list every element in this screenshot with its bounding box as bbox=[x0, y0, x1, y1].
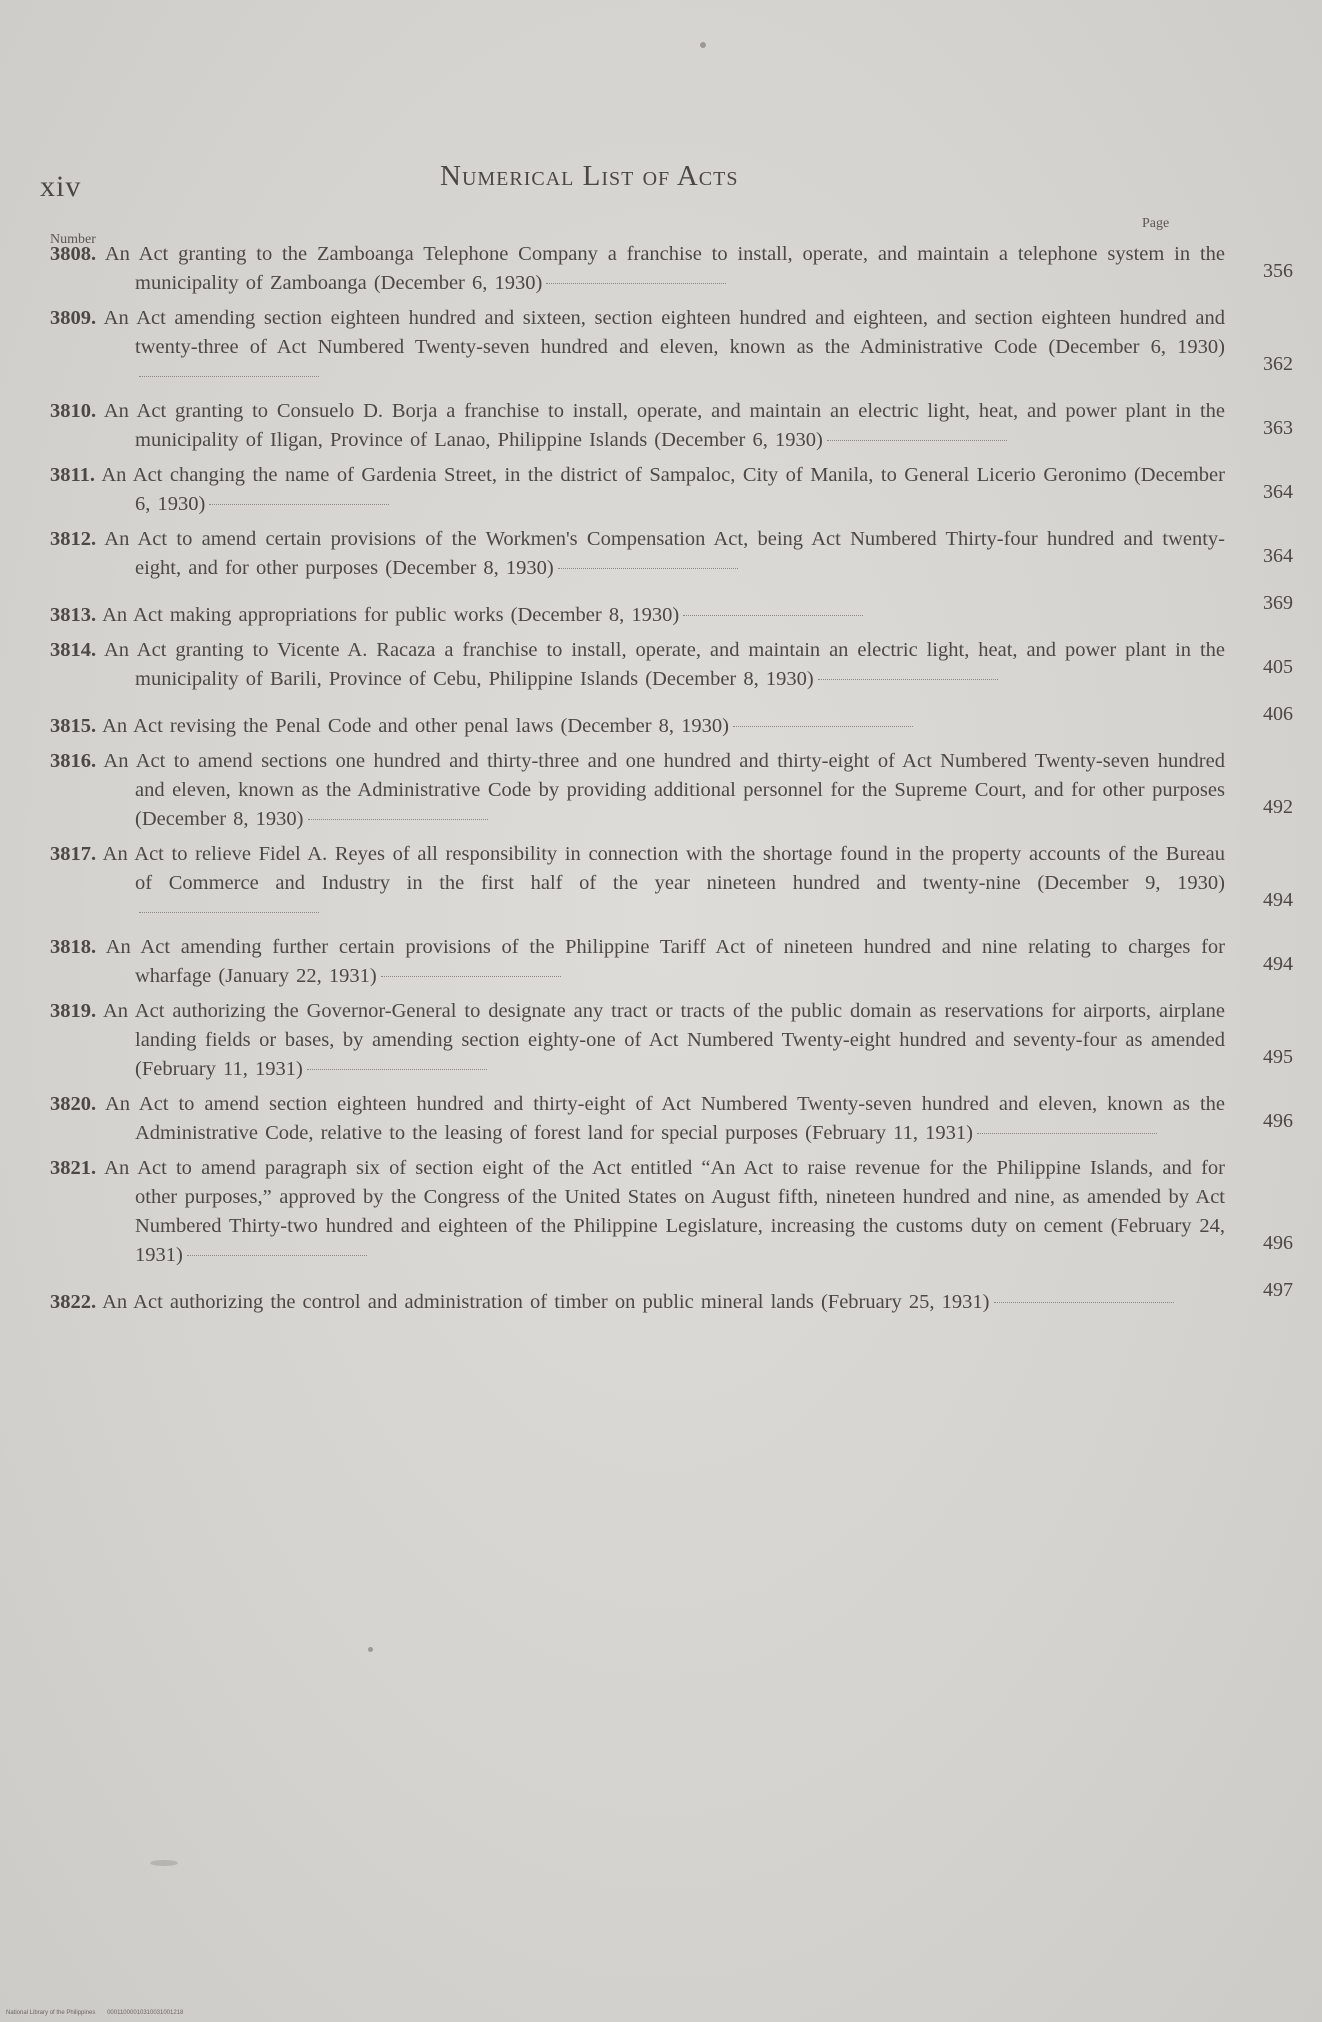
act-page-number: 364 bbox=[1263, 545, 1293, 567]
act-page-number: 364 bbox=[1263, 481, 1293, 503]
act-page-number: 494 bbox=[1263, 953, 1293, 975]
act-entry bbox=[50, 747, 1293, 834]
page-column-heading: Page bbox=[1142, 216, 1170, 231]
act-number: 3808. bbox=[50, 243, 97, 265]
act-page-number: 362 bbox=[1263, 353, 1293, 375]
dot-leader bbox=[187, 1255, 367, 1256]
scan-speck bbox=[700, 42, 706, 48]
act-number: 3816. bbox=[50, 750, 97, 772]
act-page-number: 492 bbox=[1263, 796, 1293, 818]
act-page-number: 497 bbox=[1263, 1279, 1293, 1301]
act-entry-body bbox=[50, 397, 1225, 455]
act-entry-body bbox=[50, 1288, 1225, 1317]
act-entry-body bbox=[50, 461, 1225, 519]
act-entry-body bbox=[50, 712, 1225, 741]
act-entry-body bbox=[50, 1154, 1225, 1270]
dot-leader bbox=[308, 819, 488, 820]
act-entry bbox=[50, 840, 1293, 927]
act-entry-body bbox=[50, 636, 1225, 694]
page-folio: xiv bbox=[40, 170, 82, 203]
act-number: 3812. bbox=[50, 528, 97, 550]
act-page-number: 363 bbox=[1263, 417, 1293, 439]
dot-leader bbox=[827, 440, 1007, 441]
act-number: 3815. bbox=[50, 715, 97, 737]
act-number: 3818. bbox=[50, 936, 97, 958]
act-entry bbox=[50, 240, 1293, 298]
number-column-heading: Number bbox=[50, 232, 96, 247]
act-entry-body bbox=[50, 1090, 1225, 1148]
act-entry bbox=[50, 304, 1293, 391]
act-entry bbox=[50, 525, 1293, 583]
scan-speck bbox=[368, 1647, 373, 1652]
act-title: An Act to amend paragraph six of section eight of the Act entitled “An Act to raise revenue for the Philippine Islands, and for other purposes,” approved by the Congress of the United States on August fifth, nineteen hundred and nine, as amended by Act Numbered Thirty-two hundred and eighteen of the Philippine Legislature, increasing the customs duty on cement (February 24, 1931) bbox=[104, 1157, 1225, 1266]
scan-speck bbox=[150, 1860, 178, 1866]
act-entry bbox=[50, 397, 1293, 455]
act-title: An Act amending section eighteen hundred and sixteen, section eighteen hundred and eighteen, and section eighteen hundred and twenty-three of Act Numbered Twenty-seven hundred and eleven, known as the Administrative Code (December 6, 1930) bbox=[103, 307, 1225, 358]
act-number: 3822. bbox=[50, 1291, 97, 1313]
act-title: An Act making appropriations for public works (December 8, 1930) bbox=[102, 604, 680, 626]
dot-leader bbox=[381, 976, 561, 977]
act-entry-body bbox=[50, 240, 1225, 298]
act-entry-body bbox=[50, 525, 1225, 583]
act-page-number: 369 bbox=[1263, 592, 1293, 614]
act-title: An Act to amend sections one hundred and thirty-three and one hundred and thirty-eight of Act Numbered Twenty-seven hundred and eleven, known as the Administrative Code by providing additional personnel for the Supreme Court, and for other purposes (December 8, 1930) bbox=[103, 750, 1225, 830]
dot-leader bbox=[558, 568, 738, 569]
act-entry-body bbox=[50, 840, 1225, 927]
footer-code: 00011000010310031001218 bbox=[107, 2010, 184, 2016]
act-title: An Act to relieve Fidel A. Reyes of all responsibility in connection with the shortage found in the property accounts of the Bureau of Commerce and Industry in the first half of the year nineteen hundred and twenty-nine (December 9, 1930) bbox=[102, 843, 1225, 894]
footer-source: National Library of the Philippines bbox=[6, 2010, 96, 2016]
act-entry bbox=[50, 700, 1293, 741]
act-entry-body bbox=[50, 304, 1225, 391]
dot-leader bbox=[818, 679, 998, 680]
act-title: An Act to amend section eighteen hundred and thirty-eight of Act Numbered Twenty-seven hundred and eleven, known as the Administrative Code, relative to the leasing of forest land for special purposes (February 11, 1931) bbox=[104, 1093, 1226, 1144]
act-entry bbox=[50, 636, 1293, 694]
dot-leader bbox=[977, 1133, 1157, 1134]
acts-list bbox=[50, 240, 1293, 1323]
act-number: 3820. bbox=[50, 1093, 97, 1115]
act-title: An Act authorizing the Governor-General to designate any tract or tracts of the public domain as reservations for airports, airplane landing fields or bases, by amending section eighty-one of Act Numbered Twenty-eight hundred and seventy-four as amended (February 11, 1931) bbox=[102, 1000, 1225, 1080]
dot-leader bbox=[683, 615, 863, 616]
act-entry bbox=[50, 997, 1293, 1084]
dot-leader bbox=[139, 912, 319, 913]
dot-leader bbox=[209, 504, 389, 505]
act-number: 3814. bbox=[50, 639, 97, 661]
act-page-number: 406 bbox=[1263, 703, 1293, 725]
act-number: 3811. bbox=[50, 464, 95, 486]
act-title: An Act authorizing the control and administration of timber on public mineral lands (February 25, 1931) bbox=[102, 1291, 990, 1313]
act-page-number: 356 bbox=[1263, 260, 1293, 282]
act-title: An Act granting to Consuelo D. Borja a franchise to install, operate, and maintain an electric light, heat, and power plant in the municipality of Iligan, Province of Lanao, Philippine Islands (December 6, 1930) bbox=[103, 400, 1225, 451]
act-entry bbox=[50, 589, 1293, 630]
dot-leader bbox=[994, 1302, 1174, 1303]
act-title: An Act amending further certain provisions of the Philippine Tariff Act of nineteen hundred and nine relating to charges for wharfage (January 22, 1931) bbox=[105, 936, 1226, 987]
act-page-number: 495 bbox=[1263, 1046, 1293, 1068]
act-title: An Act granting to Vicente A. Racaza a franchise to install, operate, and maintain an electric light, heat, and power plant in the municipality of Barili, Province of Cebu, Philippine Islands (December 8, 1930) bbox=[103, 639, 1225, 690]
act-entry bbox=[50, 461, 1293, 519]
act-number: 3817. bbox=[50, 843, 97, 865]
act-number: 3809. bbox=[50, 307, 97, 329]
act-entry-body bbox=[50, 747, 1225, 834]
act-number: 3821. bbox=[50, 1157, 97, 1179]
act-entry-body bbox=[50, 997, 1225, 1084]
act-title: An Act revising the Penal Code and other penal laws (December 8, 1930) bbox=[102, 715, 729, 737]
page-title: Numerical List of Acts bbox=[440, 160, 739, 192]
dot-leader bbox=[307, 1069, 487, 1070]
act-number: 3810. bbox=[50, 400, 97, 422]
act-entry bbox=[50, 933, 1293, 991]
dot-leader bbox=[733, 726, 913, 727]
dot-leader bbox=[546, 283, 726, 284]
act-title: An Act changing the name of Gardenia Street, in the district of Sampaloc, City of Manila, to General Licerio Geronimo (December 6, 1930) bbox=[101, 464, 1225, 515]
act-entry bbox=[50, 1276, 1293, 1317]
act-page-number: 496 bbox=[1263, 1232, 1293, 1254]
act-page-number: 494 bbox=[1263, 889, 1293, 911]
act-title: An Act granting to the Zamboanga Telephone Company a franchise to install, operate, and maintain a telephone system in the municipality of Zamboanga (December 6, 1930) bbox=[104, 243, 1226, 294]
act-number: 3813. bbox=[50, 604, 97, 626]
dot-leader bbox=[139, 376, 319, 377]
act-entry-body bbox=[50, 933, 1225, 991]
act-page-number: 405 bbox=[1263, 656, 1293, 678]
act-number: 3819. bbox=[50, 1000, 97, 1022]
act-title: An Act to amend certain provisions of the Workmen's Compensation Act, being Act Numbered Thirty-four hundred and twenty-eight, and for other purposes (December 8, 1930) bbox=[104, 528, 1225, 579]
act-entry bbox=[50, 1154, 1293, 1270]
act-entry bbox=[50, 1090, 1293, 1148]
scan-footer bbox=[6, 2010, 193, 2016]
act-entry-body bbox=[50, 601, 1225, 630]
act-page-number: 496 bbox=[1263, 1110, 1293, 1132]
